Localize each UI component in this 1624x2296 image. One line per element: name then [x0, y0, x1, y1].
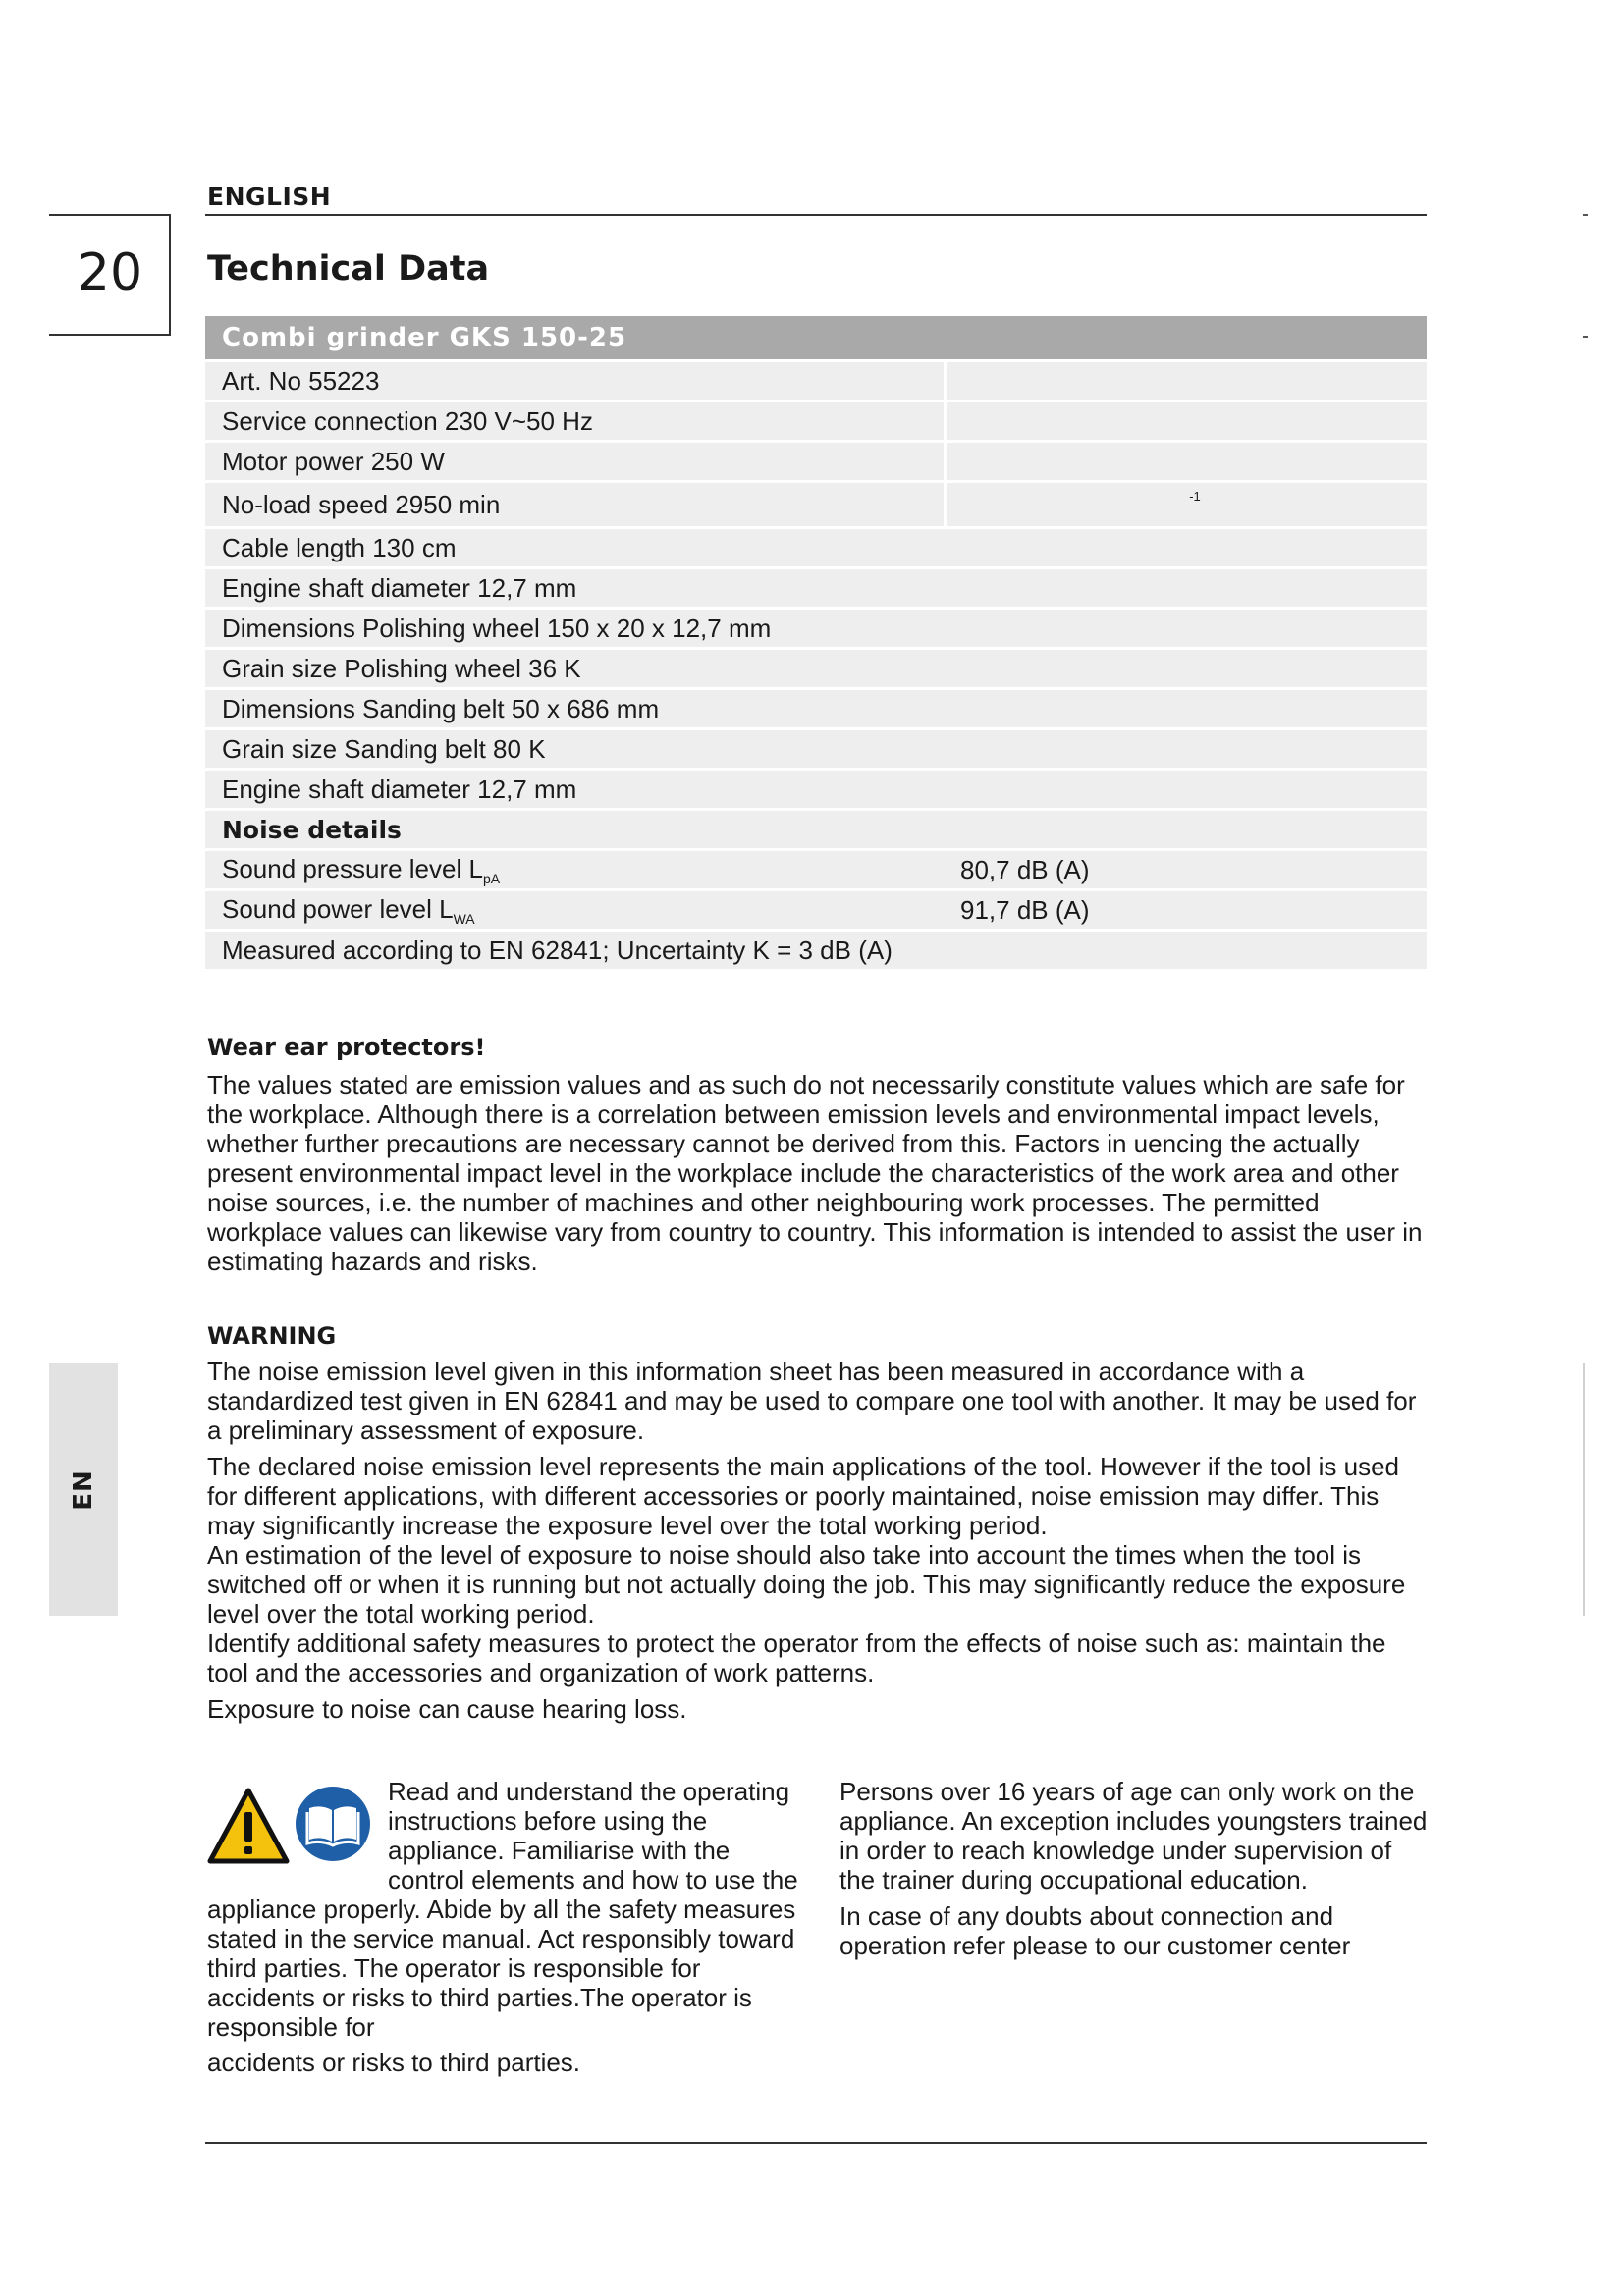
- language-side-label-wrap: [49, 1363, 118, 1616]
- crop-mark-bottom: [1583, 336, 1588, 338]
- table-row: [205, 771, 1427, 808]
- header-divider: [205, 214, 1427, 216]
- table-row: [205, 402, 1427, 440]
- footer-divider: [205, 2142, 1427, 2144]
- crop-mark-top: [1583, 214, 1588, 216]
- sound-power-label: Sound power level L: [222, 893, 454, 924]
- table-row: [205, 891, 1427, 929]
- sound-pressure-label: Sound pressure level L: [222, 853, 483, 883]
- warning-paragraph: Exposure to noise can cause hearing loss.: [207, 1694, 687, 1724]
- language-side-label: EN: [69, 1468, 98, 1511]
- section-title: Technical Data: [207, 249, 490, 289]
- customer-center-text: In case of any doubts about connection and operation refer please to our customer center: [839, 1901, 1351, 1960]
- sound-pressure-subscript: pA: [482, 870, 501, 886]
- spec-cell: Engine shaft diameter 12,7 mm: [205, 771, 1427, 808]
- spec-cell: Grain size Sanding belt 80 K: [205, 730, 1427, 768]
- table-row: [205, 610, 1427, 647]
- table-row: [205, 483, 1427, 526]
- safety-text: Read and understand the operating instructions before using the appliance. Familiarise with the control elements and how to use the appliance properly. Abide by all the safety measures stated in the service manual. Act responsibly toward third parties. The operator is responsible for accidents or risks to third parties.The operator is responsible for: [207, 1777, 798, 2042]
- ear-protection-section: [207, 1033, 1430, 1276]
- spec-value-cell: [944, 443, 1427, 480]
- spec-cell: Dimensions Sanding belt 50 x 686 mm: [205, 690, 1427, 727]
- warning-paragraph: The declared noise emission level represents the main applications of the tool. However if the tool is used for different applications, with different accessories or poorly maintained, noise emission may differ. This may significantly increase the exposure level over the total working period.: [207, 1452, 1399, 1540]
- sound-pressure-value: 80,7 dB (A): [944, 851, 1427, 888]
- spec-cell: Art. No 55223: [205, 362, 944, 400]
- spec-cell: Motor power 250 W: [205, 443, 944, 480]
- table-row: [205, 650, 1427, 687]
- age-restriction-text: Persons over 16 years of age can only work on the appliance. An exception includes youngsters trained in order to reach knowledge under supervision of the trainer during occupational education.: [839, 1777, 1428, 1895]
- warning-heading: WARNING: [207, 1322, 337, 1350]
- safety-icons: [207, 1781, 374, 1871]
- table-row: [205, 690, 1427, 727]
- noise-heading-row: [205, 811, 1427, 848]
- sound-pressure-label-cell: [205, 851, 944, 888]
- measurement-note: Measured according to EN 62841; Uncertainty K = 3 dB (A): [205, 932, 1427, 969]
- table-title-row: [205, 316, 1427, 359]
- table-row: [205, 529, 1427, 566]
- table-row: [205, 362, 1427, 400]
- product-name: Combi grinder GKS 150-25: [205, 316, 1427, 359]
- warning-section: [207, 1321, 1430, 1724]
- table-row: [205, 851, 1427, 888]
- ear-protection-text: The values stated are emission values and as such do not necessarily constitute values which are safe for the workplace. Although there is a correlation between emission levels and environmental impact levels, whether further precautions are necessary cannot be derived from this. Factors in uencing the actually present environmental impact level in the workplace include the characteristics of the work area and other noise sources, i.e. the number of machines and other neighbouring work processes. The permitted workplace values can likewise vary from country to country. This information is intended to assist the user in estimating hazards and risks.: [207, 1070, 1423, 1276]
- spec-cell: Engine shaft diameter 12,7 mm: [205, 569, 1427, 607]
- sound-power-value: 91,7 dB (A): [944, 891, 1427, 929]
- read-manual-icon: [294, 1785, 372, 1863]
- table-row: [205, 443, 1427, 480]
- ear-protection-heading: Wear ear protectors!: [207, 1034, 486, 1061]
- spec-cell: Grain size Polishing wheel 36 K: [205, 650, 1427, 687]
- safety-text-tail: accidents or risks to third parties.: [207, 2048, 581, 2077]
- noise-heading: Noise details: [205, 811, 1427, 848]
- warning-triangle-icon: [207, 1787, 290, 1865]
- sound-power-label-cell: [205, 891, 944, 929]
- spec-cell: Service connection 230 V~50 Hz: [205, 402, 944, 440]
- warning-paragraph: An estimation of the level of exposure to noise should also take into account the times when the tool is switched off or when it is running but not actually doing the job. This may significantly reduce the exposure level over the total working period.: [207, 1540, 1406, 1629]
- spec-cell: No-load speed 2950 min: [205, 483, 944, 526]
- spec-cell: Dimensions Polishing wheel 150 x 20 x 12,7 mm: [205, 610, 1427, 647]
- table-row: [205, 569, 1427, 607]
- warning-paragraph: Identify additional safety measures to protect the operator from the effects of noise such as: maintain the tool and the accessories and organization of work patterns.: [207, 1629, 1386, 1687]
- spec-value-cell: [944, 362, 1427, 400]
- right-margin-mark: [1583, 1363, 1585, 1616]
- speed-unit-superscript: -1: [944, 483, 1427, 526]
- warning-paragraph: The noise emission level given in this information sheet has been measured in accordance with a standardized test given in EN 62841 and may be used to compare one tool with another. It may be used for a preliminary assessment of exposure.: [207, 1357, 1417, 1445]
- table-row: [205, 730, 1427, 768]
- language-heading: ENGLISH: [207, 183, 332, 211]
- page-number: 20: [77, 243, 143, 302]
- spec-cell: Cable length 130 cm: [205, 529, 1427, 566]
- spec-value-cell: [944, 402, 1427, 440]
- safety-instructions-left: [207, 1777, 801, 2077]
- table-row: [205, 932, 1427, 969]
- technical-data-table: [205, 313, 1427, 972]
- safety-instructions-right: [839, 1777, 1429, 1960]
- sound-power-subscript: WA: [453, 910, 475, 927]
